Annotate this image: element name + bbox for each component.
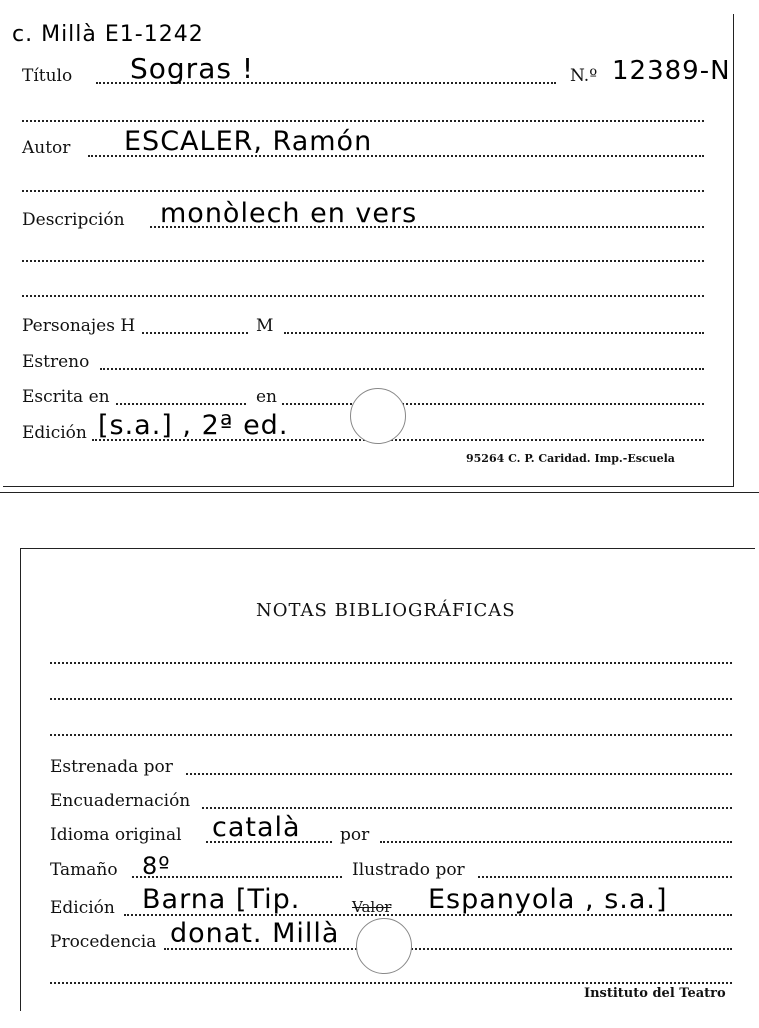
idioma-por-label: por [340,825,370,845]
escrita-en-line [282,403,704,405]
notas-line-1 [50,662,732,664]
idioma-value: català [212,812,301,843]
descripcion-value: monòlech en vers [160,198,418,229]
titulo-value: Sogras ! [130,52,255,85]
descripcion-line-2 [22,260,704,262]
personajes-m-label: M [256,316,274,336]
procedencia-value: donat. Millà [170,918,340,949]
escrita-label: Escrita en [22,387,110,407]
estreno-label: Estreno [22,352,90,372]
autor-value: ESCALER, Ramón [124,126,373,157]
autor-line-2 [22,190,704,192]
notas-heading: NOTAS BIBLIOGRÁFICAS [256,600,516,621]
autor-label: Autor [22,138,71,158]
punch-hole [350,388,406,444]
encuadernacion-label: Encuadernación [50,791,191,811]
tamano-value: 8º [142,852,171,880]
ilustrado-line [478,876,732,878]
descripcion-line-3 [22,295,704,297]
descripcion-label: Descripción [22,210,125,230]
personajes-h-line [142,332,248,334]
estrenada-line [186,773,732,775]
titulo-label: Título [22,66,73,86]
procedencia-label: Procedencia [50,932,157,952]
back-edicion-value-a: Barna [Tip. [142,884,301,915]
estreno-line [100,368,704,370]
notas-line-2 [50,698,732,700]
personajes-label: Personajes H [22,316,136,336]
numero-label: N.º [570,66,598,86]
titulo-line-2 [22,120,704,122]
printer-mark: 95264 C. P. Caridad. Imp.-Escuela [466,452,675,465]
tamano-label: Tamaño [50,860,118,880]
back-edicion-value-b: Espanyola , s.a.] [428,884,668,915]
idioma-por-line [380,841,732,843]
edicion-label: Edición [22,423,87,443]
estrenada-label: Estrenada por [50,757,173,777]
escrita-line [116,403,246,405]
divider-line [0,492,759,493]
idioma-label: Idioma original [50,825,182,845]
notas-line-3 [50,734,732,736]
personajes-m-line [284,332,704,334]
edicion-value: [s.a.] , 2ª ed. [98,410,289,441]
numero-value: 12389-N [612,56,731,86]
corner-note: c. Millà E1-1242 [12,22,204,47]
back-edicion-struck: Valor [352,898,392,916]
ilustrado-label: Ilustrado por [352,860,465,880]
back-edicion-label: Edición [50,898,115,918]
escrita-en-label: en [256,387,278,407]
institution-mark: Instituto del Teatro [584,986,726,1001]
punch-hole-back [356,918,412,974]
bottom-line [50,982,732,984]
encuadernacion-line [202,807,732,809]
